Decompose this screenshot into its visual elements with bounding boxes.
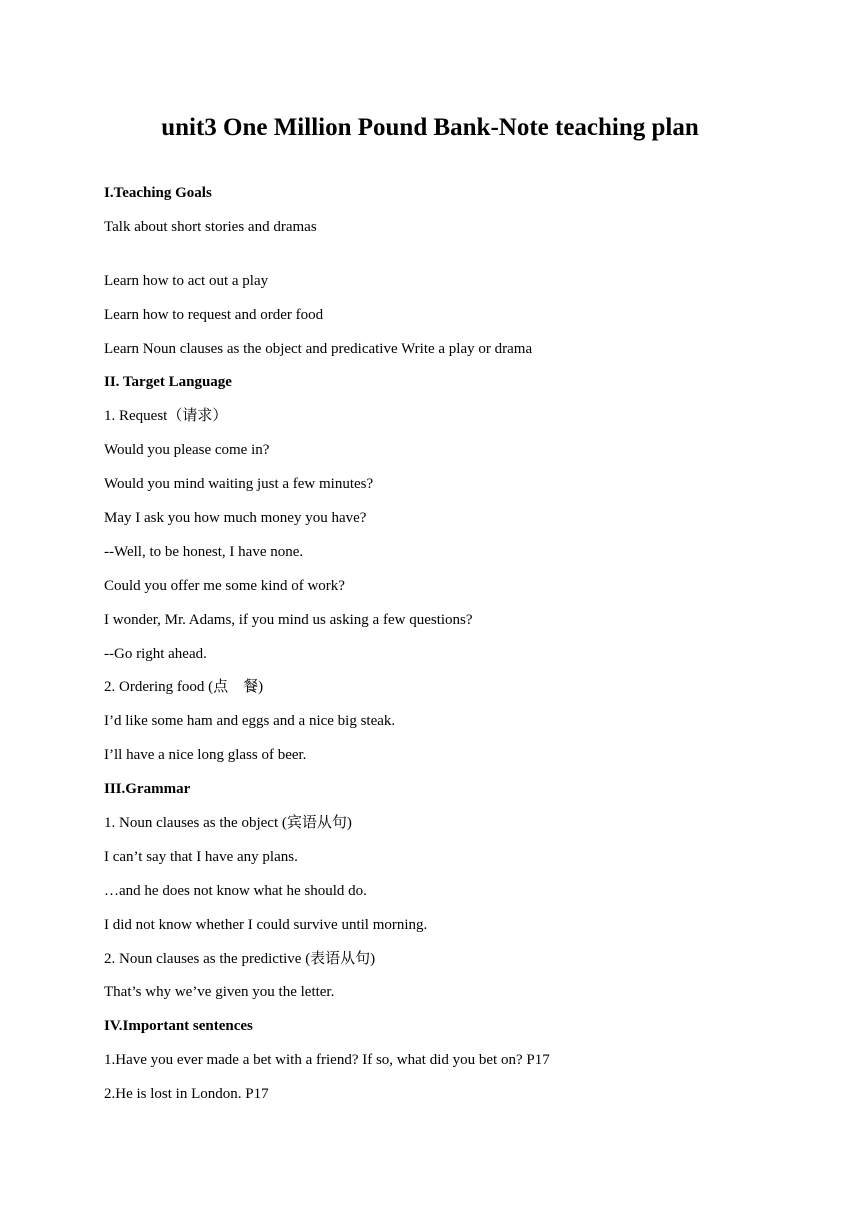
subheading-predictive-clauses: 2. Noun clauses as the predictive (表语从句) xyxy=(104,950,376,967)
example-sentence: I wonder, Mr. Adams, if you mind us asking a few questions? xyxy=(104,611,473,628)
section-heading-grammar: III.Grammar xyxy=(104,781,191,798)
example-sentence: Would you please come in? xyxy=(104,442,270,459)
subheading-ordering-food: 2. Ordering food (点 餐) xyxy=(104,679,264,696)
example-sentence: That’s why we’ve given you the letter. xyxy=(104,984,335,1001)
section-heading-important-sentences: IV.Important sentences xyxy=(104,1018,253,1035)
example-sentence: --Go right ahead. xyxy=(104,645,207,662)
important-sentence: 2.He is lost in London. P17 xyxy=(104,1086,269,1103)
section-heading-target-language: II. Target Language xyxy=(104,374,232,391)
example-sentence: Would you mind waiting just a few minutes? xyxy=(104,476,374,493)
section-heading-teaching-goals: I.Teaching Goals xyxy=(104,185,212,201)
blank-line xyxy=(104,249,804,269)
example-sentence: …and he does not know what he should do. xyxy=(104,882,367,899)
subheading-request: 1. Request（请求） xyxy=(104,408,228,425)
example-sentence: I’ll have a nice long glass of beer. xyxy=(104,747,307,764)
example-sentence: Could you offer me some kind of work? xyxy=(104,577,345,594)
goal-line: Talk about short stories and dramas xyxy=(104,218,317,235)
important-sentence: 1.Have you ever made a bet with a friend? If so, what did you bet on? P17 xyxy=(104,1052,550,1069)
page-title: unit3 One Million Pound Bank-Note teaching plan xyxy=(161,114,699,141)
example-sentence: I can’t say that I have any plans. xyxy=(104,848,298,865)
goal-line: Learn how to act out a play xyxy=(104,272,269,289)
example-sentence: I did not know whether I could survive until morning. xyxy=(104,916,428,933)
document-body xyxy=(104,181,804,1116)
example-sentence: May I ask you how much money you have? xyxy=(104,510,367,527)
subheading-object-clauses: 1. Noun clauses as the object (宾语从句) xyxy=(104,815,352,832)
example-sentence: --Well, to be honest, I have none. xyxy=(104,543,304,560)
goal-line: Learn how to request and order food xyxy=(104,306,324,323)
example-sentence: I’d like some ham and eggs and a nice big steak. xyxy=(104,713,396,730)
goal-line: Learn Noun clauses as the object and predicative Write a play or drama xyxy=(104,340,533,357)
